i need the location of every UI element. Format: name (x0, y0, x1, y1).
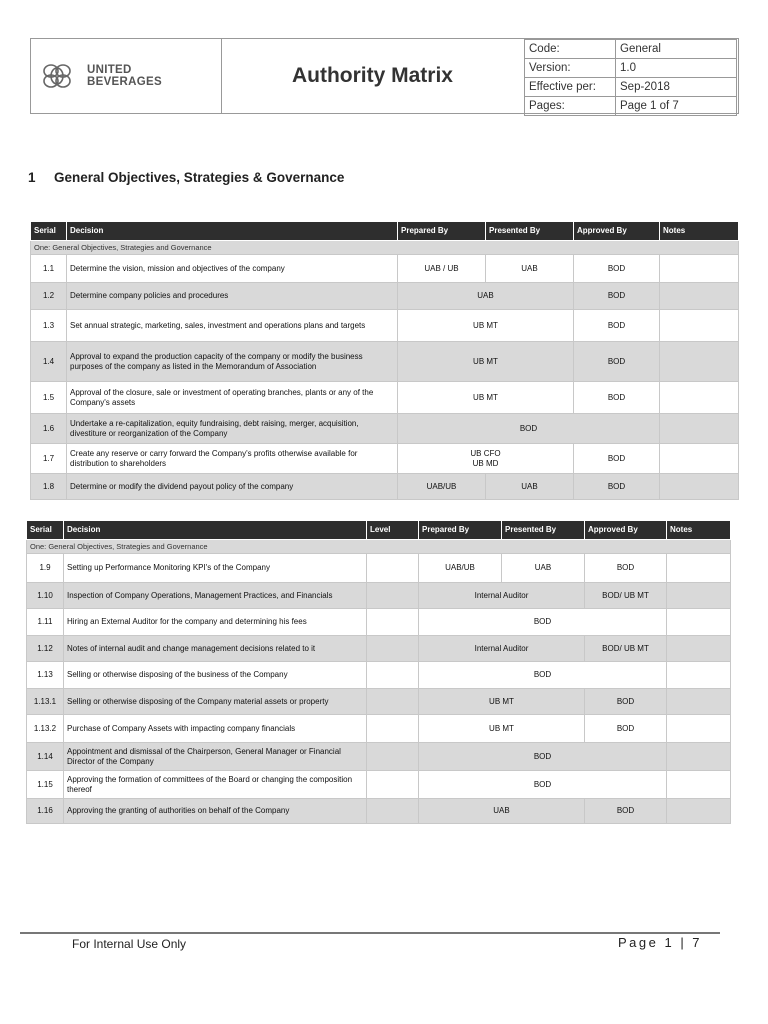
serial-cell: 1.6 (31, 414, 67, 444)
prepared-presented-line: UB MD (472, 458, 499, 468)
approved-cell: BOD (585, 554, 667, 583)
table-subheader-row (31, 241, 739, 255)
table-row (27, 636, 731, 662)
notes-cell (660, 310, 739, 342)
decision-cell: Determine the vision, mission and objectives of the company (67, 255, 398, 283)
meta-value: Page 1 of 7 (616, 97, 737, 116)
table-row (31, 310, 739, 342)
meta-key: Effective per: (525, 78, 616, 97)
prepared-cell: UAB/UB (398, 474, 486, 500)
merged-approval-cell: BOD (419, 609, 667, 636)
meta-value: Sep-2018 (616, 78, 737, 97)
presented-cell: UAB (502, 554, 585, 583)
approved-cell: BOD (574, 310, 660, 342)
decision-cell: Undertake a re-capitalization, equity fundraising, debt raising, merger, acquisition, divestiture or reorganization of the Company (67, 414, 398, 444)
decision-cell: Selling or otherwise disposing of the business of the Company (64, 662, 367, 689)
approved-cell: BOD (585, 799, 667, 824)
logo-knot-icon (39, 61, 81, 91)
prepared-presented-cell: UB MT (398, 382, 574, 414)
notes-cell (660, 414, 739, 444)
serial-cell: 1.13 (27, 662, 64, 689)
decision-cell: Notes of internal audit and change management decisions related to it (64, 636, 367, 662)
subheader: One: General Objectives, Strategies and Governance (27, 540, 731, 554)
col-header-decision: Decision (67, 222, 398, 241)
approved-cell: BOD (574, 342, 660, 382)
approved-cell: BOD (574, 382, 660, 414)
col-header-presented-by: Presented By (502, 521, 585, 540)
decision-cell: Set annual strategic, marketing, sales, investment and operations plans and targets (67, 310, 398, 342)
document-meta (524, 39, 737, 113)
table-subheader-row (27, 540, 731, 554)
prepared-presented-cell: UB MT (398, 310, 574, 342)
approved-cell: BOD (574, 255, 660, 283)
col-header-serial: Serial (31, 222, 67, 241)
serial-cell: 1.14 (27, 743, 64, 771)
level-cell (367, 771, 419, 799)
serial-cell: 1.11 (27, 609, 64, 636)
subheader: One: General Objectives, Strategies and Governance (31, 241, 739, 255)
notes-cell (667, 662, 731, 689)
prepared-cell: UAB / UB (398, 255, 486, 283)
notes-cell (660, 342, 739, 382)
table-header-row (27, 521, 731, 540)
approved-cell: BOD/ UB MT (585, 583, 667, 609)
meta-row-version (525, 59, 737, 78)
notes-cell (667, 689, 731, 715)
decision-cell: Selling or otherwise disposing of the Company material assets or property (64, 689, 367, 715)
col-header-prepared-by: Prepared By (419, 521, 502, 540)
level-cell (367, 715, 419, 743)
notes-cell (667, 609, 731, 636)
table-row (31, 444, 739, 474)
decision-cell: Approving the formation of committees of the Board or changing the composition thereof (64, 771, 367, 799)
col-header-serial: Serial (27, 521, 64, 540)
document-header (30, 38, 739, 114)
footer-page-number: Page 1 | 7 (618, 935, 703, 950)
decision-cell: Purchase of Company Assets with impacting company financials (64, 715, 367, 743)
decision-cell: Approval of the closure, sale or investment of operating branches, plants or any of the Company's assets (67, 382, 398, 414)
notes-cell (660, 255, 739, 283)
table-row (27, 554, 731, 583)
table-row (27, 771, 731, 799)
notes-cell (660, 382, 739, 414)
serial-cell: 1.15 (27, 771, 64, 799)
authority-table-2 (26, 520, 731, 824)
col-header-notes: Notes (667, 521, 731, 540)
table-row (31, 342, 739, 382)
serial-cell: 1.10 (27, 583, 64, 609)
serial-cell: 1.5 (31, 382, 67, 414)
logo-cell (31, 39, 222, 113)
level-cell (367, 799, 419, 824)
section-number: 1 (28, 170, 36, 185)
merged-approval-cell: BOD (398, 414, 660, 444)
company-logo (39, 61, 162, 91)
table-row (27, 662, 731, 689)
notes-cell (667, 743, 731, 771)
table-row (27, 799, 731, 824)
decision-cell: Approval to expand the production capacity of the company or modify the business purposes of the company as listed in the Memorandum of Association (67, 342, 398, 382)
serial-cell: 1.3 (31, 310, 67, 342)
decision-cell: Hiring an External Auditor for the company and determining his fees (64, 609, 367, 636)
notes-cell (667, 799, 731, 824)
level-cell (367, 689, 419, 715)
meta-value: General (616, 40, 737, 59)
approved-cell: BOD (574, 444, 660, 474)
prepared-presented-cell: UB MT (398, 342, 574, 382)
table-header-row (31, 222, 739, 241)
prepared-presented-cell: UAB (419, 799, 585, 824)
notes-cell (667, 583, 731, 609)
table-row (27, 583, 731, 609)
col-header-notes: Notes (660, 222, 739, 241)
serial-cell: 1.9 (27, 554, 64, 583)
decision-cell: Inspection of Company Operations, Management Practices, and Financials (64, 583, 367, 609)
prepared-presented-cell: Internal Auditor (419, 583, 585, 609)
level-cell (367, 583, 419, 609)
table-row (31, 414, 739, 444)
table-row (27, 609, 731, 636)
notes-cell (667, 554, 731, 583)
approved-cell: BOD (574, 283, 660, 310)
notes-cell (660, 444, 739, 474)
footer-divider (20, 932, 720, 934)
decision-cell: Determine or modify the dividend payout policy of the company (67, 474, 398, 500)
level-cell (367, 554, 419, 583)
prepared-cell: UAB/UB (419, 554, 502, 583)
decision-cell: Appointment and dismissal of the Chairperson, General Manager or Financial Director of the Company (64, 743, 367, 771)
prepared-presented-cell (398, 444, 574, 474)
merged-approval-cell: BOD (419, 662, 667, 689)
document-title: Authority Matrix (291, 64, 453, 87)
prepared-presented-cell: UB MT (419, 689, 585, 715)
prepared-presented-cell: UB MT (419, 715, 585, 743)
meta-row-pages (525, 97, 737, 116)
table-row (27, 715, 731, 743)
decision-cell: Create any reserve or carry forward the Company's profits otherwise available for distribution to shareholders (67, 444, 398, 474)
level-cell (367, 662, 419, 689)
presented-cell: UAB (486, 474, 574, 500)
merged-approval-cell: BOD (419, 743, 667, 771)
approved-cell: BOD (585, 715, 667, 743)
approved-cell: BOD (574, 474, 660, 500)
meta-row-effective (525, 78, 737, 97)
serial-cell: 1.4 (31, 342, 67, 382)
logo-text-line1: UNITED (87, 64, 132, 76)
approved-cell: BOD/ UB MT (585, 636, 667, 662)
notes-cell (667, 715, 731, 743)
title-cell (221, 39, 525, 113)
table-row (27, 689, 731, 715)
logo-text-line2: BEVERAGES (87, 76, 162, 88)
col-header-prepared-by: Prepared By (398, 222, 486, 241)
serial-cell: 1.8 (31, 474, 67, 500)
presented-cell: UAB (486, 255, 574, 283)
section-title: General Objectives, Strategies & Governance (54, 170, 345, 185)
notes-cell (660, 283, 739, 310)
footer-classification: For Internal Use Only (72, 937, 187, 951)
section-heading (28, 170, 344, 185)
level-cell (367, 636, 419, 662)
level-cell (367, 743, 419, 771)
meta-key: Version: (525, 59, 616, 78)
prepared-presented-line: UB CFO (470, 448, 501, 458)
meta-row-code (525, 40, 737, 59)
serial-cell: 1.2 (31, 283, 67, 310)
meta-key: Code: (525, 40, 616, 59)
meta-key: Pages: (525, 97, 616, 116)
merged-approval-cell: BOD (419, 771, 667, 799)
decision-cell: Determine company policies and procedures (67, 283, 398, 310)
col-header-presented-by: Presented By (486, 222, 574, 241)
table-row (31, 283, 739, 310)
col-header-level: Level (367, 521, 419, 540)
col-header-decision: Decision (64, 521, 367, 540)
prepared-presented-cell: UAB (398, 283, 574, 310)
serial-cell: 1.13.1 (27, 689, 64, 715)
approved-cell: BOD (585, 689, 667, 715)
notes-cell (667, 771, 731, 799)
decision-cell: Setting up Performance Monitoring KPI's of the Company (64, 554, 367, 583)
notes-cell (667, 636, 731, 662)
table-row (31, 474, 739, 500)
decision-cell: Approving the granting of authorities on behalf of the Company (64, 799, 367, 824)
serial-cell: 1.1 (31, 255, 67, 283)
prepared-presented-cell: Internal Auditor (419, 636, 585, 662)
notes-cell (660, 474, 739, 500)
serial-cell: 1.13.2 (27, 715, 64, 743)
level-cell (367, 609, 419, 636)
authority-table-1 (30, 221, 739, 500)
serial-cell: 1.12 (27, 636, 64, 662)
table-row (31, 382, 739, 414)
table-row (27, 743, 731, 771)
meta-value: 1.0 (616, 59, 737, 78)
serial-cell: 1.7 (31, 444, 67, 474)
col-header-approved-by: Approved By (585, 521, 667, 540)
serial-cell: 1.16 (27, 799, 64, 824)
col-header-approved-by: Approved By (574, 222, 660, 241)
table-row (31, 255, 739, 283)
